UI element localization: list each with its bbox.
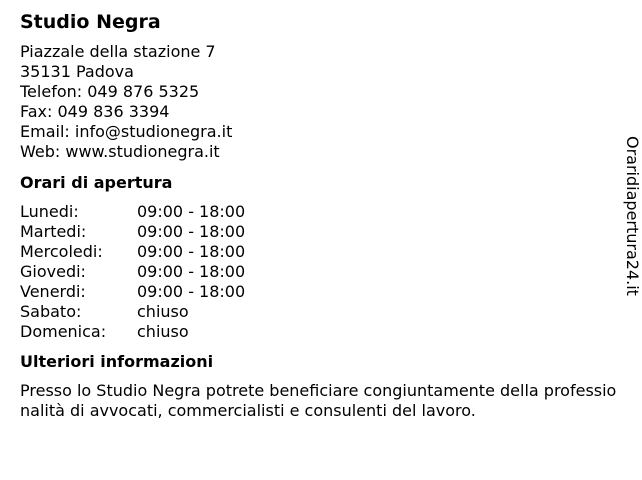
business-card: [20, 10, 620, 421]
info-description: Presso lo Studio Negra potrete beneficiare congiuntamente della professionalità di avvocati, commercialisti e consulenti del lavoro.: [20, 381, 617, 420]
day-label: Mercoledi:: [20, 242, 103, 261]
hours-table: [20, 202, 620, 342]
hours-row: [20, 202, 620, 222]
address-city: 35131 Padova: [20, 62, 134, 81]
day-hours: 09:00 - 18:00: [137, 222, 246, 241]
day-hours: 09:00 - 18:00: [137, 262, 246, 281]
hours-title: Orari di apertura: [20, 173, 173, 192]
hours-row: [20, 302, 620, 322]
hours-row: [20, 282, 620, 302]
day-label: Giovedi:: [20, 262, 86, 281]
day-hours: chiuso: [137, 322, 189, 341]
business-name: Studio Negra: [20, 11, 161, 33]
fax-number: Fax: 049 836 3394: [20, 102, 170, 121]
day-label: Martedi:: [20, 222, 87, 241]
day-label: Sabato:: [20, 302, 82, 321]
day-hours: 09:00 - 18:00: [137, 202, 246, 221]
address-street: Piazzale della stazione 7: [20, 42, 216, 61]
site-watermark: Oraridiapertura24.it: [623, 136, 642, 296]
day-hours: 09:00 - 18:00: [137, 242, 246, 261]
info-title: Ulteriori informazioni: [20, 352, 214, 371]
day-label: Domenica:: [20, 322, 107, 341]
website: Web: www.studionegra.it: [20, 142, 220, 161]
email-address: Email: info@studionegra.it: [20, 122, 233, 141]
day-hours: 09:00 - 18:00: [137, 282, 246, 301]
hours-row: [20, 242, 620, 262]
day-label: Venerdi:: [20, 282, 86, 301]
phone-number: Telefon: 049 876 5325: [20, 82, 200, 101]
hours-row: [20, 222, 620, 242]
hours-row: [20, 322, 620, 342]
hours-row: [20, 262, 620, 282]
day-hours: chiuso: [137, 302, 189, 321]
day-label: Lunedi:: [20, 202, 79, 221]
